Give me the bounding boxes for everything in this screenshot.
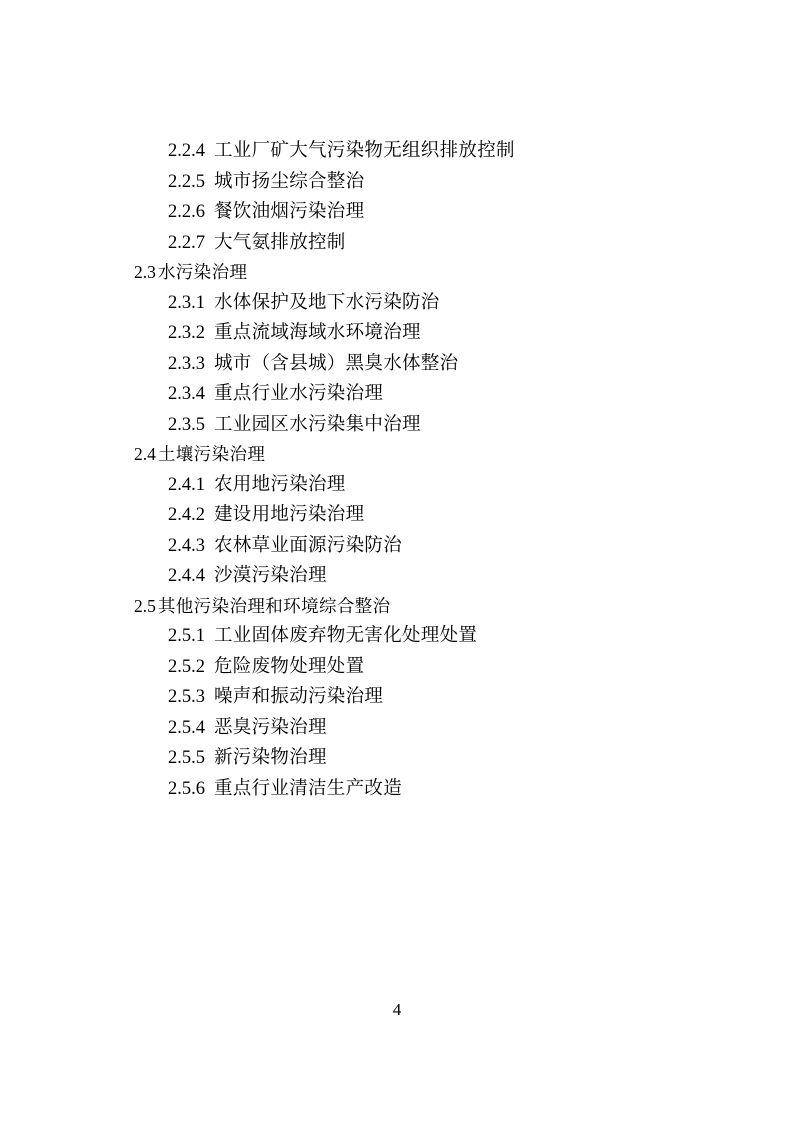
toc-entry-label: 重点行业水污染治理 bbox=[214, 384, 384, 404]
toc-entry[interactable] bbox=[134, 446, 698, 464]
toc-entry-label: 水污染治理 bbox=[157, 262, 248, 282]
toc-entry-number: 2.3.5 bbox=[168, 414, 205, 435]
toc-entry-label: 农林草业面源污染防治 bbox=[214, 535, 403, 556]
toc-entry-number: 2.4.3 bbox=[168, 535, 205, 556]
toc-entry[interactable] bbox=[168, 173, 698, 192]
toc-entry-label: 农用地污染治理 bbox=[214, 474, 346, 495]
toc-entry[interactable] bbox=[168, 627, 698, 646]
toc-entry-number: 2.3.1 bbox=[168, 292, 205, 313]
toc-entry[interactable] bbox=[168, 476, 698, 495]
toc-entry-number: 2.5.3 bbox=[168, 687, 205, 707]
toc-entry-number: 2.3.4 bbox=[168, 384, 205, 404]
toc-entry-number: 2.5.2 bbox=[168, 656, 205, 677]
toc-entry-label: 工业园区水污染集中治理 bbox=[214, 414, 421, 435]
toc-entry[interactable] bbox=[168, 780, 698, 799]
page-number: 4 bbox=[392, 1000, 402, 1019]
toc-entry[interactable] bbox=[168, 416, 698, 435]
toc-entry-label: 建设用地污染治理 bbox=[214, 505, 365, 525]
toc-entry[interactable] bbox=[168, 749, 698, 768]
toc-entry-number: 2.5.1 bbox=[168, 626, 205, 646]
toc-entry[interactable] bbox=[168, 537, 698, 556]
toc-entry[interactable] bbox=[168, 658, 698, 677]
toc-entry-number: 2.5.4 bbox=[168, 717, 205, 738]
toc-entry-label: 工业固体废弃物无害化处理处置 bbox=[214, 626, 478, 646]
toc-entry-label: 重点流域海域水环境治理 bbox=[214, 323, 421, 343]
toc-entry[interactable] bbox=[168, 203, 698, 222]
toc-entry[interactable] bbox=[168, 324, 698, 343]
toc-entry-number: 2.3.2 bbox=[168, 323, 205, 343]
toc-entry-label: 城市扬尘综合整治 bbox=[214, 171, 365, 192]
toc-entry-label: 土壤污染治理 bbox=[157, 444, 266, 464]
toc-entry-label: 餐饮油烟污染治理 bbox=[214, 202, 365, 222]
toc-entry-number: 2.5 bbox=[134, 595, 156, 616]
toc-entry-number: 2.3 bbox=[134, 262, 156, 282]
toc-entry[interactable] bbox=[168, 688, 698, 707]
toc-entry-number: 2.2.4 bbox=[168, 141, 205, 161]
toc-entry-number: 2.5.6 bbox=[168, 778, 205, 799]
toc-entry-number: 2.2.6 bbox=[168, 202, 205, 222]
toc-entry-number: 2.4.2 bbox=[168, 505, 205, 525]
toc-entry-number: 2.2.7 bbox=[168, 232, 205, 253]
toc-entry-number: 2.4.1 bbox=[168, 474, 205, 495]
toc-entry-label: 重点行业清洁生产改造 bbox=[214, 778, 403, 799]
toc-entry[interactable] bbox=[168, 506, 698, 525]
toc-entry-label: 沙漠污染治理 bbox=[214, 566, 327, 586]
toc-entry-label: 其他污染治理和环境综合整治 bbox=[157, 595, 391, 616]
toc-entry[interactable] bbox=[134, 595, 698, 616]
toc-entry[interactable] bbox=[168, 719, 698, 738]
toc-entry-label: 大气氨排放控制 bbox=[214, 232, 346, 253]
toc-entry[interactable] bbox=[168, 142, 698, 161]
toc-entry-number: 2.3.3 bbox=[168, 353, 205, 374]
toc-entry-label: 城市（含县城）黑臭水体整治 bbox=[214, 353, 459, 374]
toc-entry-number: 2.4 bbox=[134, 444, 156, 464]
toc-entry[interactable] bbox=[168, 355, 698, 374]
toc-entry[interactable] bbox=[134, 264, 698, 282]
toc-entry[interactable] bbox=[168, 567, 698, 586]
toc-entry-number: 2.4.4 bbox=[168, 566, 205, 586]
toc-entry-label: 噪声和振动污染治理 bbox=[214, 687, 384, 707]
toc-entry-number: 2.5.5 bbox=[168, 748, 205, 768]
toc-entry-label: 工业厂矿大气污染物无组织排放控制 bbox=[214, 141, 515, 161]
toc-entry-label: 水体保护及地下水污染防治 bbox=[214, 292, 440, 313]
table-of-contents bbox=[96, 142, 698, 798]
toc-entry-label: 新污染物治理 bbox=[214, 748, 327, 768]
toc-entry[interactable] bbox=[168, 294, 698, 313]
toc-entry[interactable] bbox=[168, 234, 698, 253]
toc-entry-number: 2.2.5 bbox=[168, 171, 205, 192]
toc-entry[interactable] bbox=[168, 385, 698, 404]
toc-entry-label: 恶臭污染治理 bbox=[214, 717, 327, 738]
toc-entry-label: 危险废物处理处置 bbox=[214, 656, 365, 677]
